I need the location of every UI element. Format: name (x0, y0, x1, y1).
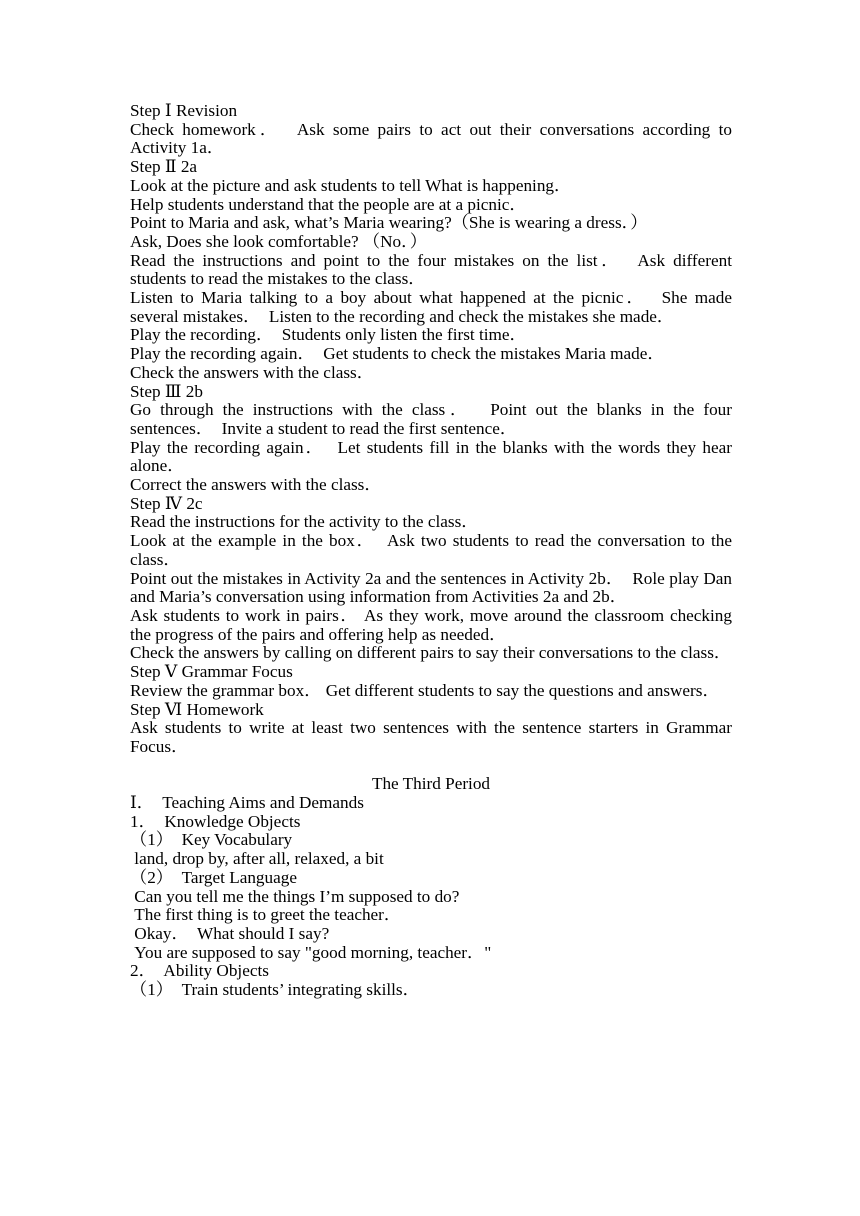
paragraph: Point to Maria and ask, what’s Maria wearing?（She is wearing a dress．） (130, 213, 648, 233)
lesson-steps-section (130, 101, 737, 757)
paragraph: Read the instructions for the activity to the class． (130, 512, 479, 532)
paragraph: Ask students to write at least two sentences with the sentence starters in Grammar Focus． (130, 718, 737, 756)
paragraph: Correct the answers with the class． (130, 475, 382, 495)
aims-line: （1） Train students’ integrating skills． (130, 980, 420, 1000)
teaching-aims-section (130, 794, 732, 1000)
aims-line: （1） Key Vocabulary (130, 830, 293, 850)
paragraph: Play the recording． Students only listen the first time． (130, 325, 527, 345)
paragraph: Play the recording again． Let students fill in the blanks with the words they hear alone． (130, 437, 737, 476)
aims-line: 1． Knowledge Objects (130, 811, 301, 831)
blank-line (130, 757, 732, 776)
paragraph: Step Ⅴ Grammar Focus (130, 662, 293, 682)
paragraph: Point out the mistakes in Activity 2a and the sentences in Activity 2b． Role play Dan and Maria’s conversation using information from Activities 2a and 2b． (130, 568, 737, 607)
paragraph: Step Ⅱ 2a (130, 157, 198, 177)
aims-line: （2） Target Language (130, 867, 297, 887)
paragraph: Ask, Does she look comfortable? （No．） (130, 231, 427, 251)
paragraph: Play the recording again． Get students to check the mistakes Maria made． (130, 344, 665, 364)
paragraph: Look at the example in the box． Ask two students to read the conversation to the class． (130, 531, 737, 569)
aims-line: Ⅰ． Teaching Aims and Demands (130, 793, 364, 812)
paragraph: Ask students to work in pairs． As they work, move around the classroom checking the progress of the pairs and offering help as needed． (130, 605, 737, 644)
paragraph: Go through the instructions with the class． Point out the blanks in the four sentences． Invite a student to read the first sentence． (130, 400, 737, 438)
aims-line: You are supposed to say "good morning, teacher．" (130, 942, 492, 962)
paragraph: Listen to Maria talking to a boy about what happened at the picnic． She made several mistakes． Listen to the recording and check the mistakes she made． (130, 288, 737, 326)
paragraph: Check the answers by calling on different pairs to say their conversations to the class． (130, 643, 732, 663)
paragraph: Check homework． Ask some pairs to act out their conversations according to Activity 1a． (130, 119, 736, 158)
paragraph: Step Ⅰ Revision (130, 101, 238, 120)
paragraph: Help students understand that the people are at a picnic． (130, 194, 527, 214)
paragraph: Check the answers with the class． (130, 362, 374, 382)
paragraph: Step Ⅵ Homework (130, 699, 264, 719)
aims-line: Okay． What should I say? (130, 923, 330, 943)
paragraph: Look at the picture and ask students to tell What is happening． (130, 175, 572, 195)
paragraph: Step Ⅲ 2b (130, 381, 203, 401)
paragraph: Read the instructions and point to the four mistakes on the list． Ask different students to read the mistakes to the class． (130, 250, 737, 289)
aims-line: Can you tell me the things I’m supposed to do? (130, 886, 460, 906)
aims-line: The first thing is to greet the teacher． (130, 905, 402, 925)
aims-line: land, drop by, after all, relaxed, a bit (130, 849, 384, 869)
aims-line: 2． Ability Objects (130, 961, 269, 981)
paragraph: Step Ⅳ 2c (130, 493, 203, 513)
period-title: The Third Period (371, 774, 491, 794)
document-page (130, 101, 737, 1000)
paragraph: Review the grammar box． Get different students to say the questions and answers． (130, 680, 720, 700)
